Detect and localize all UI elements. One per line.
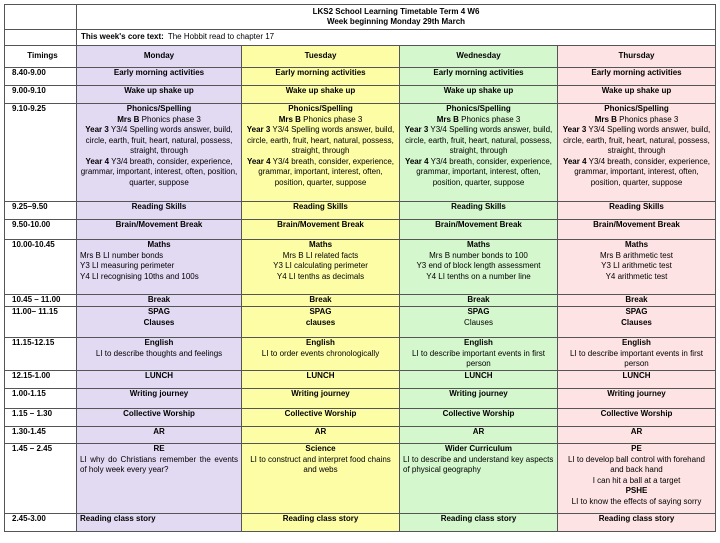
lesson-cell: Collective Worship	[77, 409, 242, 427]
lesson-detail: Clauses	[143, 317, 175, 327]
lesson-subject: Phonics/Spelling	[604, 104, 669, 113]
lesson-cell: Early morning activities	[558, 68, 716, 86]
phonics-cell	[77, 104, 242, 202]
maths-cell	[400, 240, 558, 295]
timing-cell: 9.00-9.10	[5, 86, 77, 104]
lesson-subject: Phonics/Spelling	[446, 104, 511, 113]
lesson-cell: Collective Worship	[400, 409, 558, 427]
lesson-subject: Maths	[624, 240, 649, 249]
lesson-detail: Y3 LI measuring perimeter	[80, 261, 175, 270]
timing-cell: 10.00-10.45	[5, 240, 77, 295]
timing-cell: 9.25–9.50	[5, 202, 77, 220]
lesson-subject: English	[144, 338, 174, 347]
lesson-cell: AR	[558, 427, 716, 444]
lesson-cell: Break	[400, 295, 558, 307]
header-tuesday: Tuesday	[242, 46, 400, 68]
maths-cell	[77, 240, 242, 295]
lesson-cell: Reading class story	[400, 514, 558, 532]
group-detail: Phonics phase 3	[619, 114, 679, 124]
lesson-subject: Wider Curriculum	[444, 444, 513, 453]
group-label: Year 4	[246, 156, 271, 166]
group-label: Mrs B	[278, 114, 301, 124]
spag-cell	[77, 307, 242, 338]
lesson-cell: Collective Worship	[558, 409, 716, 427]
lesson-cell: LUNCH	[242, 371, 400, 389]
group-label: Year 4	[404, 156, 429, 166]
lesson-cell: Reading Skills	[558, 202, 716, 220]
lesson-subject: SPAG	[309, 307, 332, 316]
lesson-cell: Brain/Movement Break	[558, 220, 716, 240]
lesson-detail: LI to describe thoughts and feelings	[95, 348, 223, 358]
afternoon-cell	[242, 444, 400, 514]
group-detail: Y3/4 breath, consider, experience, grammar, important, interest, often, position, quarter, suppose	[416, 156, 553, 187]
lesson-detail: LI to develop ball control with forehand and back hand	[568, 454, 705, 474]
title-line-1: LKS2 School Learning Timetable Term 4 W6	[312, 7, 480, 16]
lesson-subject: Phonics/Spelling	[126, 104, 192, 113]
phonics-cell	[242, 104, 400, 202]
lesson-detail: Y4 arithmetic test	[605, 271, 668, 281]
lesson-subject: English	[464, 338, 493, 347]
timing-cell: 11.15-12.15	[5, 338, 77, 371]
lesson-cell: Brain/Movement Break	[77, 220, 242, 240]
group-label: Year 3	[562, 125, 587, 134]
lesson-subject: Maths	[466, 240, 491, 249]
header-wednesday: Wednesday	[400, 46, 558, 68]
lesson-subject: PE	[631, 444, 642, 453]
group-detail: Phonics phase 3	[141, 114, 201, 124]
lesson-cell: Early morning activities	[400, 68, 558, 86]
lesson-cell: Writing journey	[242, 389, 400, 409]
lesson-cell: Break	[242, 295, 400, 307]
lesson-cell: Break	[558, 295, 716, 307]
timing-cell: 11.00– 11.15	[5, 307, 77, 338]
lesson-detail: LI to describe and understand key aspects of physical geography	[403, 454, 554, 474]
group-label: Mrs B	[594, 114, 617, 124]
group-detail: Y3/4 Spelling words answer, build, circle, earth, fruit, heart, natural, possess, straight, through	[405, 125, 553, 155]
lesson-detail: Mrs B LI number bonds	[80, 250, 164, 260]
lesson-cell: Wake up shake up	[558, 86, 716, 104]
group-label: Mrs B	[117, 114, 140, 124]
lesson-cell: Reading class story	[558, 514, 716, 532]
maths-cell	[242, 240, 400, 295]
core-text-row	[77, 30, 716, 46]
lesson-cell: Writing journey	[77, 389, 242, 409]
lesson-detail: LI to describe important events in first person	[570, 348, 703, 368]
lesson-cell: Wake up shake up	[400, 86, 558, 104]
core-text-label: This week's core text:	[81, 32, 164, 42]
group-detail: Y3/4 breath, consider, experience, grammar, important, interest, often, position, quarter, suppose	[574, 156, 711, 187]
header-timings: Timings	[5, 46, 77, 68]
header-monday: Monday	[77, 46, 242, 68]
lesson-subject: English	[306, 338, 335, 347]
lesson-detail: Y4 LI tenths as decimals	[276, 271, 365, 281]
spag-cell	[242, 307, 400, 338]
header-thursday: Thursday	[558, 46, 716, 68]
afternoon-cell	[77, 444, 242, 514]
group-label: Mrs B	[436, 114, 459, 124]
timetable	[4, 4, 716, 532]
lesson-detail: Mrs B arithmetic test	[600, 250, 673, 260]
lesson-cell: Brain/Movement Break	[242, 220, 400, 240]
english-cell	[558, 338, 716, 371]
group-detail: Y3/4 Spelling words answer, build, circle, earth, fruit, heart, natural, possess, straight, through	[247, 125, 395, 155]
lesson-cell: Brain/Movement Break	[400, 220, 558, 240]
group-label: Year 3	[404, 125, 429, 134]
lesson-detail: Clauses	[621, 317, 652, 327]
lesson-subject: PSHE	[625, 486, 648, 495]
lesson-cell: Writing journey	[558, 389, 716, 409]
lesson-cell: LUNCH	[558, 371, 716, 389]
lesson-cell: Reading class story	[242, 514, 400, 532]
corner-blank-cell	[5, 5, 77, 30]
group-detail: Phonics phase 3	[461, 114, 521, 124]
lesson-cell: Reading Skills	[242, 202, 400, 220]
lesson-detail: Y3 end of block length assessment	[416, 261, 541, 270]
group-detail: Y3/4 Spelling words answer, build, circle, earth, fruit, heart, natural, possess, straight, through	[563, 125, 711, 155]
group-detail: Y3/4 breath, consider, experience, grammar, important, interest, often, position, quarter, suppose	[80, 156, 238, 187]
timing-cell: 1.30-1.45	[5, 427, 77, 444]
lesson-subject: Maths	[147, 240, 171, 249]
title-line-2: Week beginning Monday 29th March	[326, 17, 466, 26]
timing-cell: 10.45 – 11.00	[5, 295, 77, 307]
lesson-cell: LUNCH	[77, 371, 242, 389]
lesson-cell: AR	[242, 427, 400, 444]
timing-cell: 9.50-10.00	[5, 220, 77, 240]
timing-cell: 2.45-3.00	[5, 514, 77, 532]
lesson-cell: Reading Skills	[400, 202, 558, 220]
lesson-cell: Wake up shake up	[242, 86, 400, 104]
lesson-detail: Y4 LI tenths on a number line	[426, 271, 531, 281]
timing-cell: 9.10-9.25	[5, 104, 77, 202]
group-label: Year 3	[246, 125, 271, 134]
lesson-detail: clauses	[305, 317, 336, 327]
lesson-detail: Clauses	[464, 317, 493, 327]
lesson-subject: SPAG	[147, 307, 171, 316]
afternoon-cell	[558, 444, 716, 514]
lesson-cell: Reading Skills	[77, 202, 242, 220]
lesson-cell: Early morning activities	[77, 68, 242, 86]
group-label: Year 4	[85, 156, 110, 166]
timing-cell: 1.45 – 2.45	[5, 444, 77, 514]
lesson-cell: AR	[77, 427, 242, 444]
maths-cell	[558, 240, 716, 295]
lesson-cell: Reading class story	[77, 514, 242, 532]
timing-cell: 1.15 – 1.30	[5, 409, 77, 427]
core-blank-cell	[5, 30, 77, 46]
lesson-detail: Y3 LI arithmetic test	[601, 261, 672, 270]
lesson-detail: LI why do Christians remember the events of holy week every year?	[80, 454, 238, 474]
timing-cell: 8.40-9.00	[5, 68, 77, 86]
english-cell	[400, 338, 558, 371]
group-detail: Phonics phase 3	[303, 114, 363, 124]
group-label: Year 4	[562, 156, 587, 166]
lesson-detail: LI to describe important events in first person	[412, 348, 545, 368]
spag-cell	[400, 307, 558, 338]
afternoon-cell	[400, 444, 558, 514]
lesson-detail: Mrs B LI related facts	[282, 250, 359, 260]
lesson-detail: Y4 LI recognising 10ths and 100s	[80, 271, 199, 281]
lesson-subject: SPAG	[625, 307, 648, 316]
lesson-subject: English	[622, 338, 651, 347]
lesson-cell: Early morning activities	[242, 68, 400, 86]
lesson-subject: RE	[153, 444, 165, 453]
lesson-cell: LUNCH	[400, 371, 558, 389]
group-label: Year 3	[85, 125, 109, 134]
timing-cell: 12.15-1.00	[5, 371, 77, 389]
lesson-detail: Y3 LI calculating perimeter	[273, 261, 368, 270]
lesson-cell: Wake up shake up	[77, 86, 242, 104]
lesson-subject: Maths	[308, 240, 333, 249]
lesson-cell: AR	[400, 427, 558, 444]
english-cell	[242, 338, 400, 371]
spag-cell	[558, 307, 716, 338]
timing-cell: 1.00-1.15	[5, 389, 77, 409]
core-text-value: The Hobbit read to chapter 17	[167, 32, 275, 42]
lesson-cell: Writing journey	[400, 389, 558, 409]
lesson-subject: Science	[305, 444, 336, 453]
lesson-detail: LI to construct and interpret food chains and webs	[250, 454, 391, 474]
english-cell	[77, 338, 242, 371]
lesson-detail: Mrs B number bonds to 100	[429, 250, 528, 260]
lesson-detail: LI to order events chronologically	[261, 348, 380, 358]
lesson-detail: LI to know the effects of saying sorry	[571, 496, 702, 506]
lesson-subject: SPAG	[467, 307, 490, 316]
lesson-cell: Break	[77, 295, 242, 307]
timetable-title	[77, 5, 716, 30]
group-detail: Y3/4 breath, consider, experience, grammar, important, interest, often, position, quarter, suppose	[258, 156, 395, 187]
phonics-cell	[558, 104, 716, 202]
lesson-subject: Phonics/Spelling	[288, 104, 353, 113]
lesson-cell: Collective Worship	[242, 409, 400, 427]
phonics-cell	[400, 104, 558, 202]
lesson-detail: I can hit a ball at a target	[592, 475, 681, 485]
group-detail: Y3/4 Spelling words answer, build, circle, earth, fruit, heart, natural, possess, straight, through	[85, 125, 233, 155]
